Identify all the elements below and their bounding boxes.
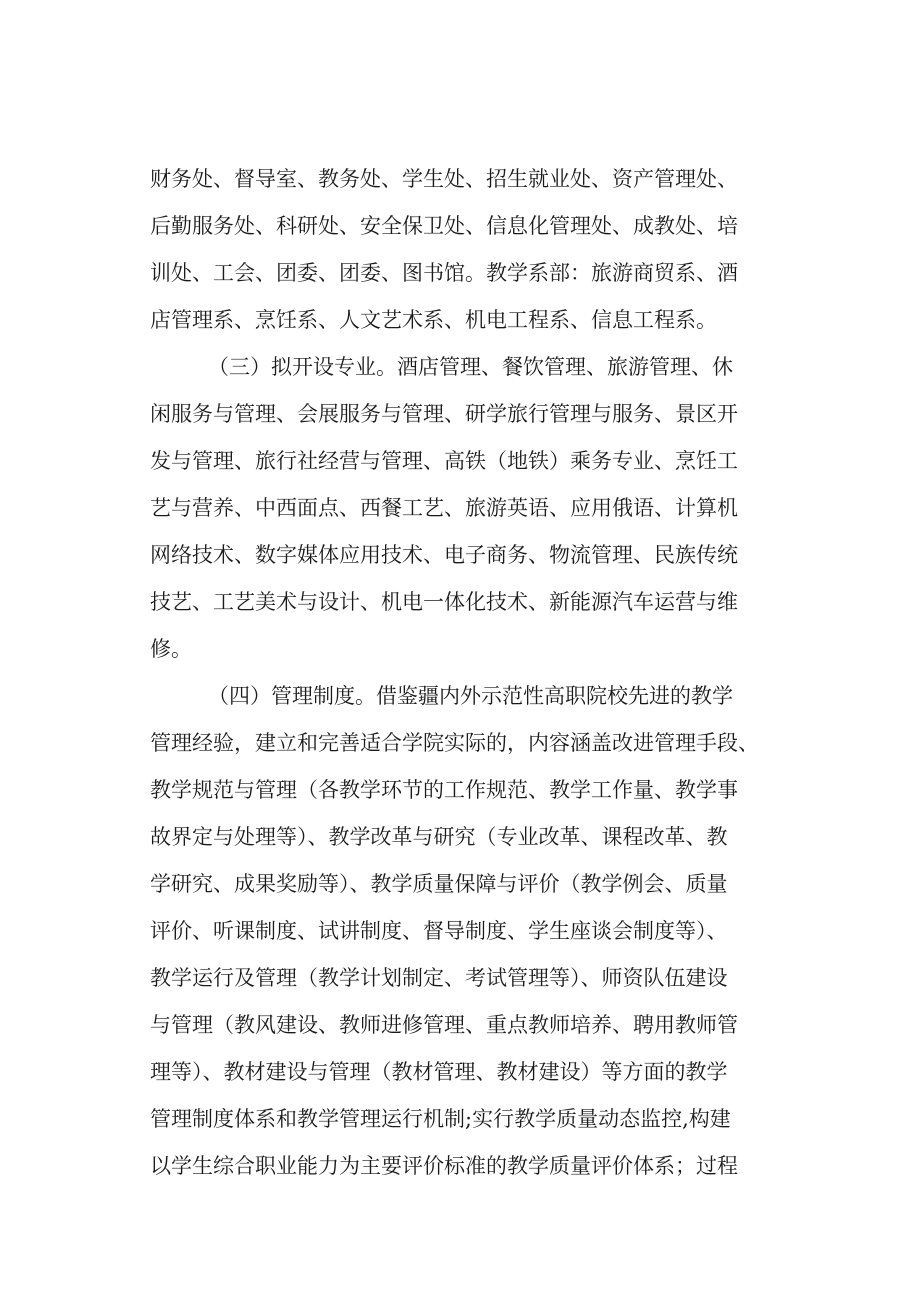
- text-line: 店管理系、烹饪系、人文艺术系、机电工程系、信息工程系。: [150, 308, 717, 332]
- document-body: [150, 156, 810, 1190]
- text-line: 教学规范与管理（各教学环节的工作规范、教学工作量、教学事: [150, 778, 738, 802]
- text-line: 后勤服务处、科研处、安全保卫处、信息化管理处、成教处、培: [150, 214, 738, 238]
- text-line: 修。: [150, 637, 192, 661]
- text-line: 管理经验，建立和完善适合学院实际的，内容涵盖改进管理手段、: [150, 731, 759, 755]
- text-line: 以学生综合职业能力为主要评价标准的教学质量评价体系；过程: [150, 1154, 738, 1178]
- text-line: 网络技术、数字媒体应用技术、电子商务、物流管理、民族传统: [150, 543, 738, 567]
- text-line: 学研究、成果奖励等）、教学质量保障与评价（教学例会、质量: [150, 872, 728, 896]
- text-line: 管理制度体系和教学管理运行机制;实行教学质量动态监控,构建: [150, 1107, 731, 1131]
- text-line: 财务处、督导室、教务处、学生处、招生就业处、资产管理处、: [150, 167, 738, 191]
- text-line: 教学运行及管理（教学计划制定、考试管理等）、师资队伍建设: [150, 966, 728, 990]
- text-line: 理等）、教材建设与管理（教材管理、教材建设）等方面的教学: [150, 1060, 728, 1084]
- text-line: 训处、工会、团委、团委、图书馆。教学系部：旅游商贸系、酒: [150, 261, 738, 285]
- text-line: 发与管理、旅行社经营与管理、高铁（地铁）乘务专业、烹饪工: [150, 449, 738, 473]
- paragraph-heading-line: （四）管理制度。借鉴疆内外示范性高职院校先进的教学: [208, 684, 733, 708]
- text-line: 故界定与处理等）、教学改革与研究（专业改革、课程改革、教: [150, 825, 728, 849]
- paragraph-heading-line: （三）拟开设专业。酒店管理、餐饮管理、旅游管理、休: [208, 355, 733, 379]
- text-line: 闲服务与管理、会展服务与管理、研学旅行管理与服务、景区开: [150, 402, 738, 426]
- text-line: 与管理（教风建设、教师进修管理、重点教师培养、聘用教师管: [150, 1013, 738, 1037]
- text-line: 技艺、工艺美术与设计、机电一体化技术、新能源汽车运营与维: [150, 590, 738, 614]
- text-line: 评价、听课制度、试讲制度、督导制度、学生座谈会制度等）、: [150, 919, 728, 943]
- text-line: 艺与营养、中西面点、西餐工艺、旅游英语、应用俄语、计算机: [150, 496, 738, 520]
